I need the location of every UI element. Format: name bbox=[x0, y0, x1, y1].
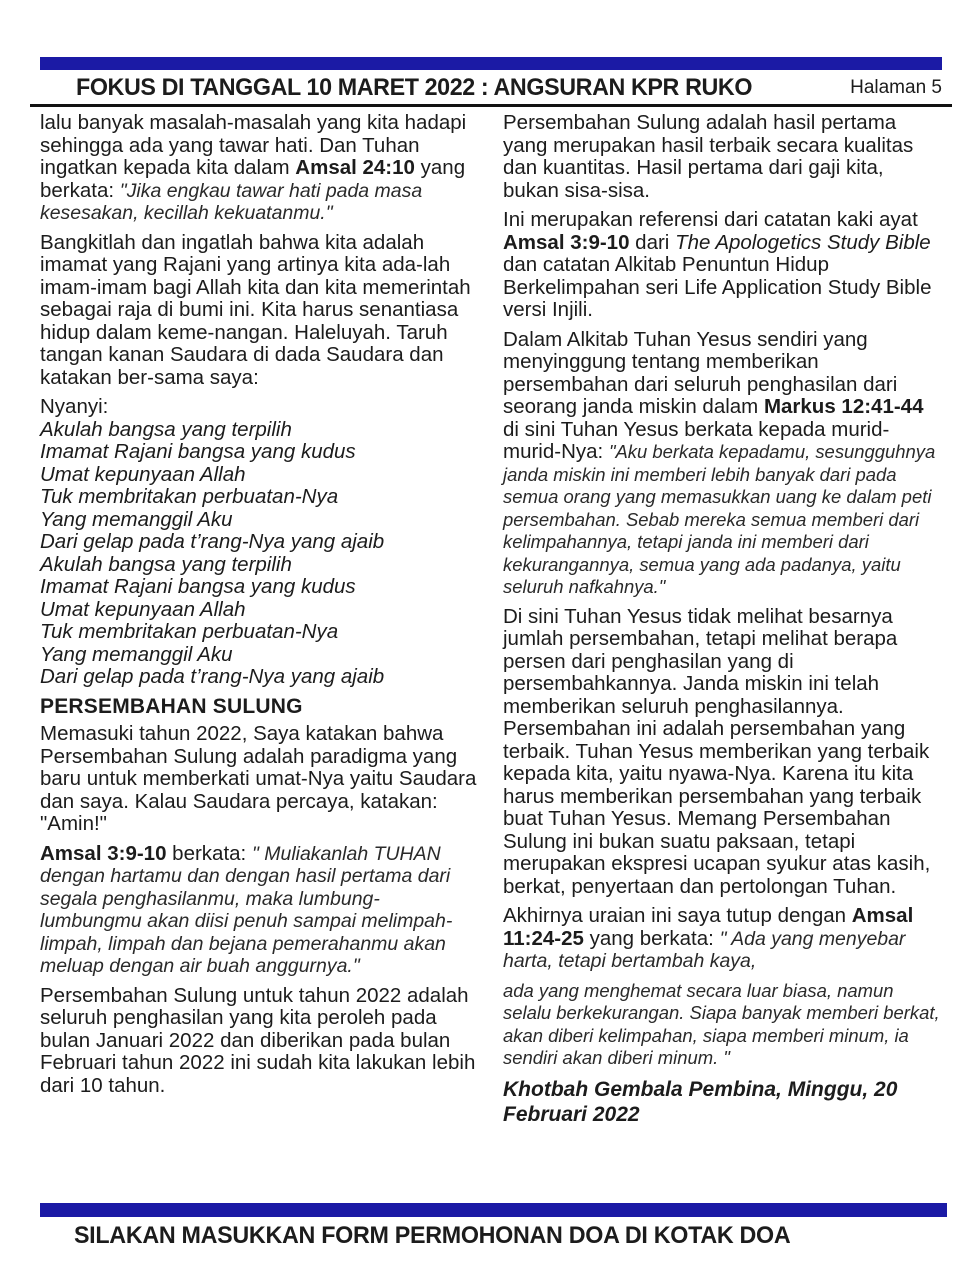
scripture-quote: " Ada yang menyebar harta, tetapi bertambah kaya, bbox=[503, 927, 906, 972]
scripture-reference: Amsal 3:9-10 bbox=[503, 230, 630, 254]
song-line: Tuk membritakan perbuatan-Nya bbox=[40, 485, 339, 508]
footer-notice: SILAKAN MASUKKAN FORM PERMOHONAN DOA DI KOTAK DOA bbox=[73, 1222, 791, 1249]
text-run: dari bbox=[629, 230, 676, 254]
song-line: Umat kepunyaan Allah bbox=[40, 462, 246, 486]
header-accent-bar bbox=[40, 57, 942, 70]
song-line: Akulah bangsa yang terpilih bbox=[40, 552, 292, 576]
text-run: berkata: bbox=[166, 841, 252, 865]
song-line: Yang memanggil Aku bbox=[40, 507, 233, 531]
scripture-reference: Amsal 3:9-10 bbox=[40, 841, 167, 865]
text-run: Akhirnya uraian ini saya tutup dengan bbox=[503, 904, 852, 927]
page-title: FOKUS DI TANGGAL 10 MARET 2022 : ANGSURAN KPR RUKO bbox=[76, 74, 753, 101]
text-run: Ini merupakan referensi dari catatan kaki ayat bbox=[503, 208, 918, 231]
page-header bbox=[40, 72, 942, 104]
scripture-reference: Markus 12:41-44 bbox=[763, 395, 924, 418]
paragraph-paradigm: Memasuki tahun 2022, Saya katakan bahwa Persembahan Sulung adalah paradigma yang baru untuk memberkati umat-Nya yaitu Saudara dan saya. Kalau Saudara percaya, katakan: "Amin!" bbox=[40, 722, 477, 835]
song-line: Yang memanggil Aku bbox=[40, 642, 233, 666]
paragraph-lesson: Di sini Tuhan Yesus tidak melihat besarnya jumlah persembahan, tetapi melihat berapa persen dari penghasilan yang di persembahkannya. Janda miskin ini telah memberikan seluruh penghasilannya. Persembahan ini adalah persembahan yang terbaik. Tuhan Yesus memberikan yang terbaik kepada kita, yaitu nyawa-Nya. Karena itu kita harus memberikan persembahan yang terbaik buat Tuhan Yesus. Memang Persembahan Sulung ini bukan suatu paksaan, tetapi merupakan ekspresi ucapan syukur atas kasih, berkat, penyertaan dan pertolongan Tuhan. bbox=[503, 604, 931, 898]
song-line: Tuk membritakan perbuatan-Nya bbox=[40, 620, 339, 643]
paragraph-markus bbox=[503, 329, 944, 599]
song-line: Imamat Rajani bangsa yang kudus bbox=[40, 440, 356, 463]
paragraph-sulung-2022: Persembahan Sulung untuk tahun 2022 adalah seluruh penghasilan yang kita peroleh pada bulan Januari 2022 dan diberikan pada bulan Februari tahun 2022 ini sudah kita lakukan lebih dari 10 tahun. bbox=[40, 983, 476, 1097]
right-column bbox=[503, 112, 944, 1134]
scripture-quote: "Aku berkata kepadamu, sesungguhnya janda miskin ini memberi lebih banyak dari pada semua orang yang memasukkan uang ke dalam peti persembahan. Sebab mereka semua memberi dari kelimpahannya, tetapi janda ini memberi dari kekurangannya, semua yang ada padanya, yaitu seluruh nafkahnya." bbox=[503, 441, 936, 597]
song-line: Umat kepunyaan Allah bbox=[40, 597, 246, 621]
text-run: di sini Tuhan Yesus berkata kepada murid-murid-Nya: bbox=[503, 417, 890, 463]
section-heading: PERSEMBAHAN SULUNG bbox=[40, 694, 303, 718]
footer-accent-bar bbox=[40, 1203, 947, 1217]
text-run: lalu banyak masalah-masalah yang kita hadapi sehingga ada yang tawar hati. Dan Tuhan ingatkan kepada kita dalam bbox=[40, 111, 467, 179]
scripture-quote: ada yang menghemat secara luar biasa, namun selalu berkekurangan. Siapa banyak memberi berkat, akan diberi kelimpahan, siapa memberi minum, ia sendiri akan diberi minum. " bbox=[503, 979, 940, 1068]
left-column bbox=[40, 112, 481, 1134]
song-line: Imamat Rajani bangsa yang kudus bbox=[40, 575, 356, 598]
song-line: Dari gelap pada t’rang-Nya yang ajaib bbox=[40, 530, 385, 553]
sermon-signature: Khotbah Gembala Pembina, Minggu, 20 Februari 2022 bbox=[503, 1077, 898, 1126]
scripture-quote: "Jika engkau tawar hati pada masa kesesakan, kecillah kekuatanmu." bbox=[40, 179, 423, 224]
text-run: yang berkata: bbox=[583, 926, 720, 950]
book-title: The Apologetics Study Bible bbox=[675, 230, 931, 254]
song-block bbox=[40, 396, 481, 689]
scripture-quote: " Muliakanlah TUHAN dengan hartamu dan dengan hasil pertama dari segala penghasilanmu, maka lumbung-lumbungmu akan diisi penuh sampai melimpah-limpah, limpah dan bejana pemerahanmu akan meluap dengan air buah anggurnya." bbox=[40, 842, 453, 977]
paragraph-amsal-3-9-10 bbox=[40, 843, 481, 978]
song-line: Dari gelap pada t’rang-Nya yang ajaib bbox=[40, 665, 385, 688]
paragraph-definition: Persembahan Sulung adalah hasil pertama yang merupakan hasil terbaik secara kualitas dan kuantitas. Hasil pertama dari gaji kita, bukan sisa-sisa. bbox=[503, 111, 914, 202]
song-line: Akulah bangsa yang terpilih bbox=[40, 417, 292, 441]
paragraph-exhortation: Bangkitlah dan ingatlah bahwa kita adalah imamat yang Rajani yang artinya kita ada-lah imam-imam bagi Allah kita dan kita memerintah sebagai raja di bumi ini. Kita harus senantiasa hidup dalam keme-nangan. Haleluyah. Taruh tangan kanan Saudara di dada Saudara dan katakan ber-sama saya: bbox=[40, 230, 471, 389]
header-divider bbox=[30, 104, 952, 107]
scripture-reference: Amsal 11:24-25 bbox=[503, 904, 914, 950]
text-run: yang berkata: bbox=[40, 156, 466, 202]
text-run: Dalam Alkitab Tuhan Yesus sendiri yang menyinggung tentang memberikan persembahan dari seluruh penghasilan dari seorang janda miskin dalam bbox=[503, 327, 898, 418]
paragraph-intro bbox=[40, 112, 481, 225]
scripture-reference: Amsal 24:10 bbox=[295, 156, 415, 179]
paragraph-reference bbox=[503, 209, 944, 322]
paragraph-quote-continuation bbox=[503, 980, 944, 1070]
song-label: Nyanyi: bbox=[40, 395, 109, 418]
article-body bbox=[40, 112, 944, 1134]
paragraph-closing bbox=[503, 905, 944, 973]
text-run: dan catatan Alkitab Penuntun Hidup Berkelimpahan seri Life Application Study Bible versi Injili. bbox=[503, 253, 932, 321]
page-number: Halaman 5 bbox=[850, 77, 942, 98]
